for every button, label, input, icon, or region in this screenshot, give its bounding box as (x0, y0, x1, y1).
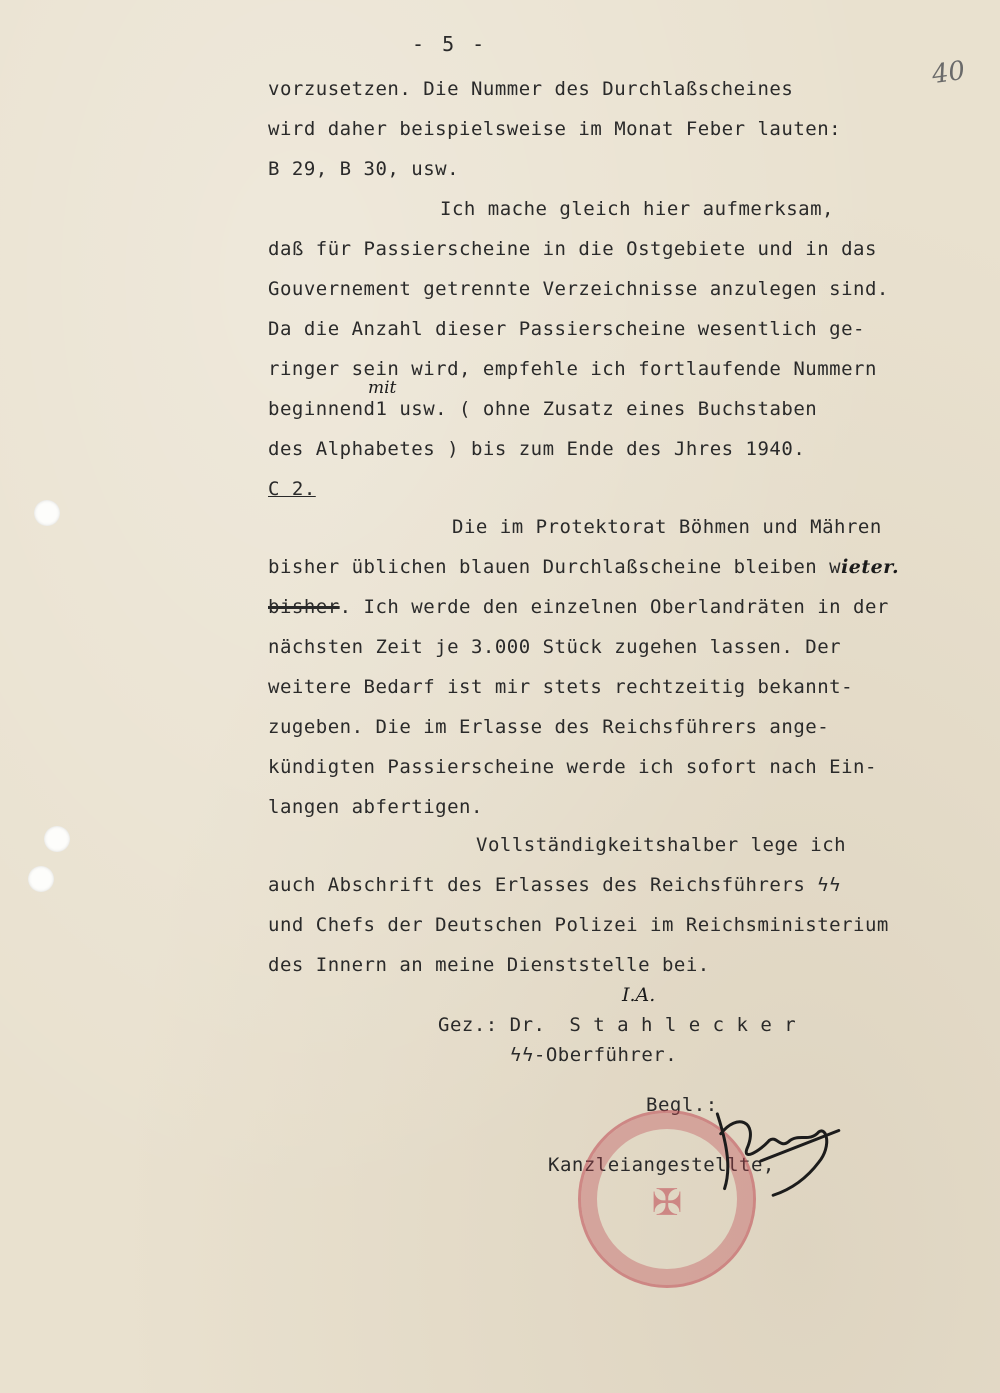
eagle-seal-icon: ✠ (652, 1171, 682, 1227)
text-line: langen abfertigen. (268, 796, 483, 818)
text-segment: bisher üblichen blauen Durchlaßscheine bleiben w (268, 556, 842, 578)
page-number: - 5 - (412, 32, 488, 56)
text-line: kündigten Passierscheine werde ich sofort nach Ein- (268, 756, 877, 778)
text-line: wird daher beispielsweise im Monat Feber lauten: (268, 118, 842, 140)
text-line: Vollständigkeitshalber lege ich (476, 834, 847, 856)
text-line: Da die Anzahl dieser Passierscheine wesentlich ge- (268, 318, 865, 340)
handwritten-ia-mark: I.A. (622, 984, 656, 1006)
text-line: zugeben. Die im Erlasse des Reichsführers ange- (268, 716, 830, 738)
text-line: des Innern an meine Dienststelle bei. (268, 954, 710, 976)
rank-line: ϟϟ-Oberführer. (510, 1044, 678, 1066)
text-line: Ich mache gleich hier aufmerksam, (440, 198, 834, 220)
certified-label: Begl.: (646, 1094, 718, 1116)
handwritten-insert: mit (368, 378, 397, 398)
section-heading: C 2. (268, 478, 316, 500)
text-line: B 29, B 30, usw. (268, 158, 460, 180)
punch-hole (34, 500, 60, 526)
text-line: nächsten Zeit je 3.000 Stück zugehen lassen. Der (268, 636, 842, 658)
punch-hole (28, 866, 54, 892)
text-segment: 1 usw. ( ohne Zusatz eines Buchstaben (375, 398, 818, 420)
text-line: daß für Passierscheine in die Ostgebiete und in das (268, 238, 877, 260)
text-line: ringer sein wird, empfehle ich fortlaufende Nummern (268, 358, 877, 380)
text-segment: beginnend (268, 398, 376, 420)
punch-hole (44, 826, 70, 852)
text-line: des Alphabetes ) bis zum Ende des Jhres 1940. (268, 438, 806, 460)
signed-line: Gez.: Dr. S t a h l e c k e r (438, 1014, 797, 1036)
text-segment: . Ich werde den einzelnen Oberlandräten in der (339, 596, 889, 618)
struck-word: bisher (268, 596, 340, 618)
handwritten-correction: ieter. (841, 556, 900, 578)
text-line: Die im Protektorat Böhmen und Mähren (452, 516, 882, 538)
handwritten-signature-icon (696, 1085, 854, 1215)
text-line (268, 398, 817, 420)
text-line: und Chefs der Deutschen Polizei im Reichsministerium (268, 914, 889, 936)
signature-graphic (696, 1085, 853, 1205)
text-line (268, 596, 889, 618)
text-line (268, 556, 899, 578)
text-line: Gouvernement getrennte Verzeichnisse anzulegen sind. (268, 278, 889, 300)
text-line: weitere Bedarf ist mir stets rechtzeitig bekannt- (268, 676, 854, 698)
text-line: auch Abschrift des Erlasses des Reichsführers ϟϟ (268, 874, 842, 896)
text-line: vorzusetzen. Die Nummer des Durchlaßscheines (268, 78, 794, 100)
margin-note: 40 (930, 55, 968, 91)
clerk-line: Kanzleiangestellte, (548, 1154, 775, 1176)
